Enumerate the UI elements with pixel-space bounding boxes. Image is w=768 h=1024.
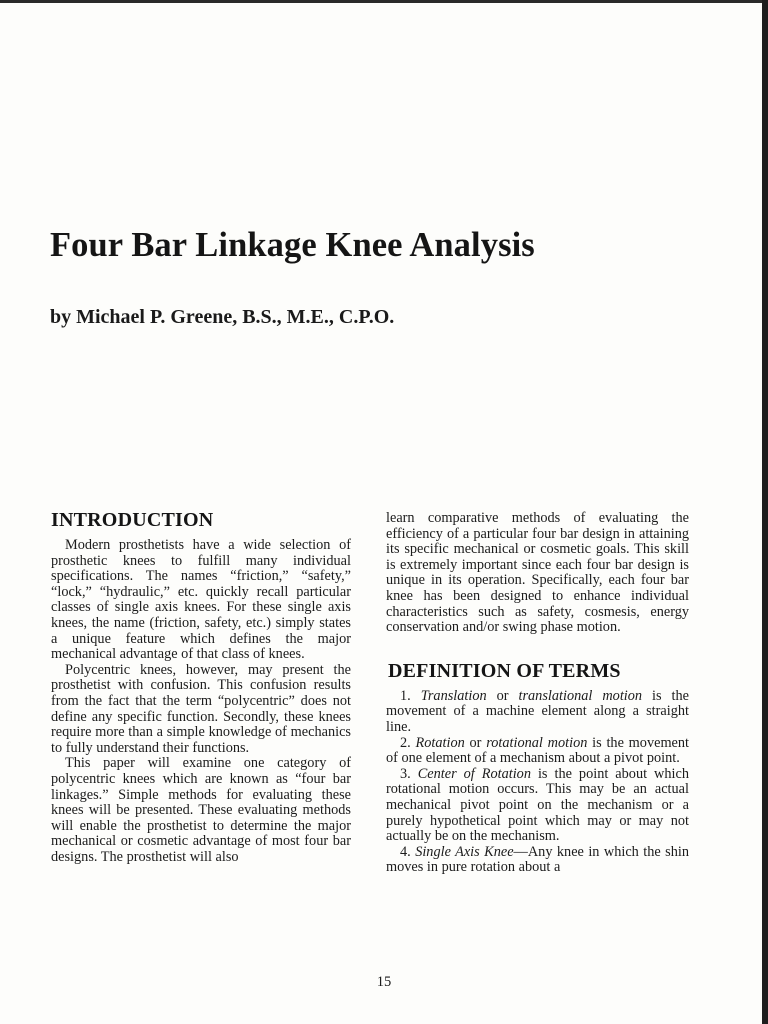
intro-paragraph-2: Polycentric knees, however, may present the prosthetist with confusion. This confusion results from the fact that the term “polycentric” does not define any specific function. Secondly, these knees require more than a simple knowledge of mechanics to fully understand their functions. [51, 661, 351, 756]
definition-item [386, 736, 689, 767]
definition-number: 3. [400, 765, 411, 782]
definition-item [386, 689, 689, 736]
definition-term: Center of Rotation [417, 765, 531, 782]
definition-number: 1. [400, 687, 411, 704]
definition-term: Single Axis Knee [415, 843, 514, 860]
definition-term: Translation [420, 687, 487, 704]
definition-number: 4. [400, 843, 411, 860]
intro-paragraph-1: Modern prosthetists have a wide selection of prosthetic knees to fulfill many individual specifications. The names “friction,” “safety,” “lock,” “hydraulic,” etc. quickly recall particular classes of single axis knees. For these single axis knees, the name (friction, safety, etc.) simply states a unique feature which defines the major mechanical advantage of that class of knees. [51, 537, 351, 663]
intro-paragraph-4: learn comparative methods of evaluating the efficiency of a particular four bar design in attaining its specific mechanical or cosmetic goals. This skill is extremely important since each four bar design is unique in its operation. Specifically, each four bar knee has been designed to enhance individual characteristics such as safety, cosmesis, energy conservation and/or swing phase motion. [386, 510, 689, 636]
definition-item [386, 845, 689, 876]
scan-top-edge [0, 0, 768, 3]
definition-term: Rotation [415, 734, 465, 751]
definition-connector: or [464, 734, 487, 751]
definition-alt-term: translational motion [518, 687, 643, 704]
article-title: Four Bar Linkage Knee Analysis [50, 226, 535, 264]
right-column [386, 511, 689, 876]
definition-connector: or [486, 687, 519, 704]
intro-paragraph-3: This paper will examine one category of polycentric knees which are known as “four bar linkages.” Simple methods for evaluating these knees will be presented. These evaluating methods will enable the prosthetist to determine the major mechanical or cosmetic advantage of most four bar designs. The prosthetist will also [51, 755, 351, 865]
definition-number: 2. [400, 734, 411, 751]
definition-alt-term: rotational motion [486, 734, 588, 751]
definition-text: is the point about which rotational motion occurs. This may be an actual mechanical pivot point on the mechanism or a purely hypothetical point which may or may not actually be on the mechanism. [386, 765, 689, 845]
introduction-heading: INTRODUCTION [51, 509, 214, 531]
definitions-heading: DEFINITION OF TERMS [388, 659, 621, 682]
definition-text: is the movement of a machine element along a straight line. [386, 687, 689, 735]
author-byline: by Michael P. Greene, B.S., M.E., C.P.O. [50, 306, 395, 328]
left-column [51, 509, 351, 865]
definition-text: is the movement of one element of a mechanism about a pivot point. [386, 734, 690, 767]
scan-right-edge [762, 0, 768, 1024]
definition-text: —Any knee in which the shin moves in pure rotation about a [386, 843, 690, 876]
definition-item [386, 767, 689, 845]
page-number: 15 [376, 974, 392, 990]
